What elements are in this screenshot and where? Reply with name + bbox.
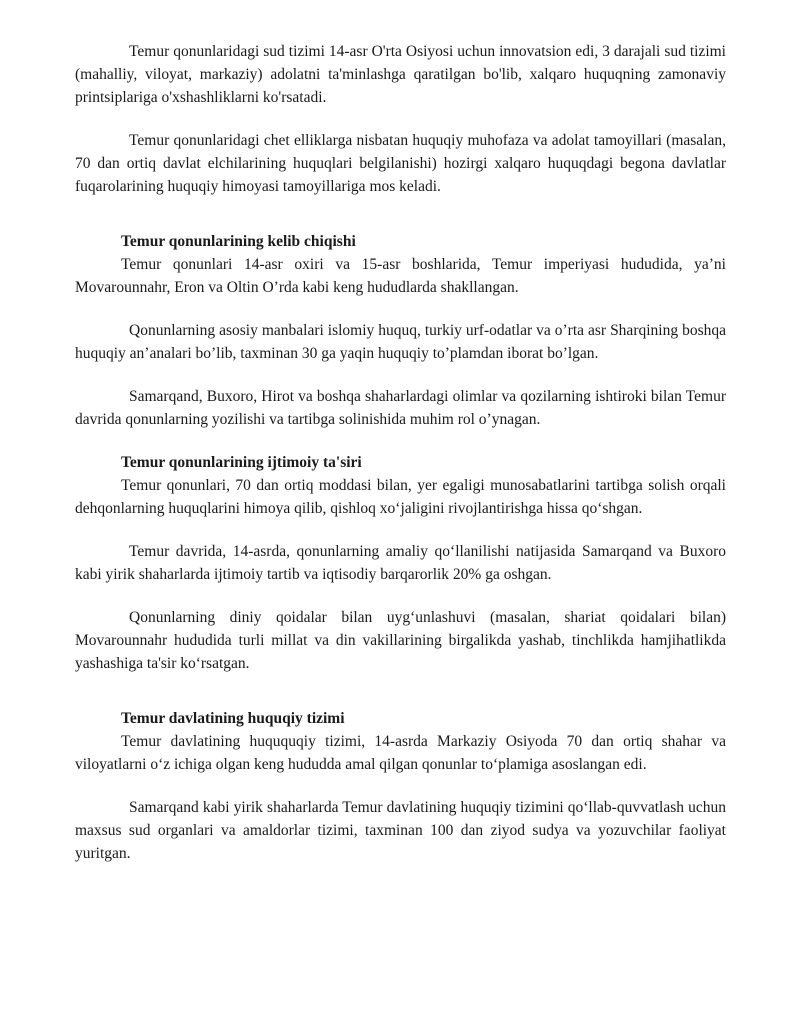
paragraph-sud-organlari: Samarqand kabi yirik shaharlarda Temur davlatining huquqiy tizimini qo‘llab-quvvatlash uchun maxsus sud organlari va amaldorlar tizimi, taxminan 100 dan ziyod sudya va yozuvchilar faoliyat yuritgan. [75,799,726,862]
paragraph-yer-egaligi: Temur qonunlari, 70 dan ortiq moddasi bilan, yer egaligi munosabatlarini tartibga solish orqali dehqonlarning huquqlarini himoya qilib, qishloq xo‘jaligini rivojlantirishga hissa qo‘shgan. [75,477,726,517]
paragraph-sud-tizimi: Temur qonunlaridagi sud tizimi 14-asr O'rta Osiyosi uchun innovatsion edi, 3 darajali sud tizimi (mahalliy, viloyat, markaziy) adolatni ta'minlashga qaratilgan bo'lib, xalqaro huquqning zamonaviy printsiplariga o'xshashliklarni ko'rsatadi. [75,43,726,106]
spacer [75,218,726,230]
paragraph-qonunlar-toplami: Temur davlatining huququqiy tizimi, 14-asrda Markaziy Osiyoda 70 dan ortiq shahar va viloyatlarni o‘z ichiga olgan keng hududda amal qilgan qonunlar to‘plamiga asoslangan edi. [75,733,726,773]
spacer [75,695,726,707]
document-page [75,40,726,885]
paragraph-chet-elliklar: Temur qonunlaridagi chet elliklarga nisbatan huquqiy muhofaza va adolat tamoyillari (masalan, 70 dan ortiq davlat elchilarining huquqlari belgilanishi) hozirgi xalqaro huquqdagi begona davlatlar fuqarolarining huquqiy himoyasi tamoyillariga mos keladi. [75,132,726,195]
section-heading-huquqiy-tizim: Temur davlatining huquqiy tizimi [121,710,345,727]
paragraph-shakllangan: Temur qonunlari 14-asr oxiri va 15-asr boshlarida, Temur imperiyasi hududida, ya’ni Movarounnahr, Eron va Oltin O’rda kabi keng hududlarda shakllangan. [75,256,726,296]
paragraph-olimlar: Samarqand, Buxoro, Hirot va boshqa shaharlardagi olimlar va qozilarning ishtiroki bilan Temur davrida qonunlarning yozilishi va tartibga solinishida muhim rol o’ynagan. [75,388,726,428]
paragraph-amaliy-qollanilishi: Temur davrida, 14-asrda, qonunlarning amaliy qo‘llanilishi natijasida Samarqand va Buxoro kabi yirik shaharlarda ijtimoiy tartib va iqtisodiy barqarorlik 20% ga oshgan. [75,543,726,583]
paragraph-diniy-qoidalar: Qonunlarning diniy qoidalar bilan uyg‘unlashuvi (masalan, shariat qoidalari bilan) Movarounnahr hududida turli millat va din vakillarining birgalikda yashab, tinchlikda hamjihatlikda yashashiga ta'sir ko‘rsatgan. [75,609,726,672]
section-heading-kelib-chiqishi: Temur qonunlarining kelib chiqishi [121,233,356,250]
section-heading-ijtimoiy-tasiri: Temur qonunlarining ijtimoiy ta'siri [121,454,362,471]
paragraph-manbalar: Qonunlarning asosiy manbalari islomiy huquq, turkiy urf-odatlar va o’rta asr Sharqining boshqa huquqiy an’analari bo’lib, taxminan 30 ga yaqin huquqiy to’plamdan iborat bo’lgan. [75,322,726,362]
